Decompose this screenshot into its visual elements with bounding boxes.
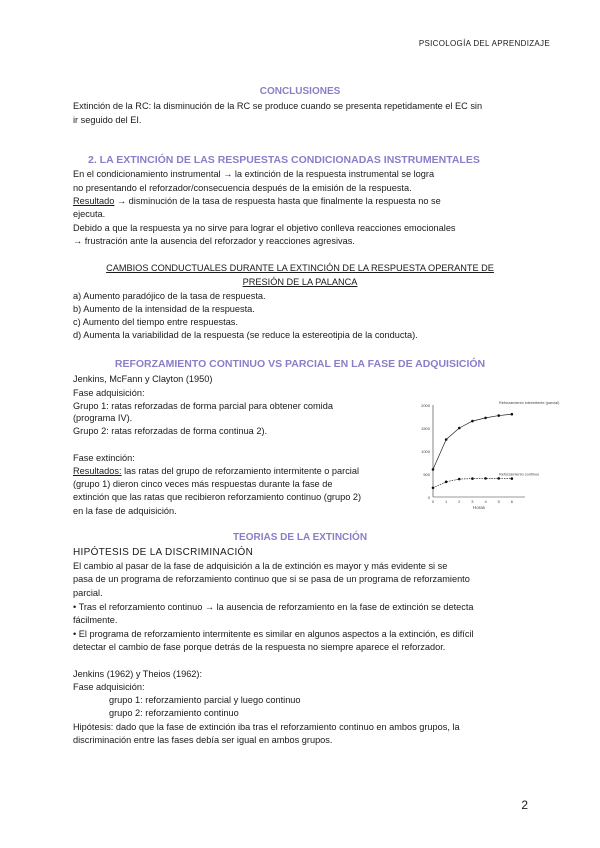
chart-point	[511, 477, 514, 480]
section-2-line-1: En el condicionamiento instrumental → la extinción de la respuesta instrumental se logra	[73, 169, 435, 179]
chart-point	[432, 487, 435, 490]
chart-x-label: Horas	[472, 505, 486, 510]
chart-series-line	[433, 414, 512, 469]
resultados-line-1	[73, 465, 359, 478]
teorias-line-5: fácilmente.	[73, 615, 118, 625]
chart-point	[458, 427, 461, 430]
chart-point	[458, 478, 461, 481]
teorias-line-6: • El programa de reforzamiento intermitente es similar en algunos aspectos a la extinción, es difícil	[73, 629, 474, 639]
teorias-grupo-1: grupo 1: reforzamiento parcial y luego continuo	[109, 695, 301, 705]
teorias-fase-adq: Fase adquisición:	[73, 682, 145, 692]
section-2-line-4: ejecuta.	[73, 209, 106, 219]
cambios-title-2: PRESIÓN DE LA PALANCA	[242, 277, 358, 287]
chart-x-tick-label: 2	[458, 499, 461, 504]
cambios-item-c: c) Aumento del tiempo entre respuestas.	[73, 317, 238, 327]
resultados-line-4: en la fase de adquisición.	[73, 506, 177, 516]
conclusiones-line-2: ir seguido del EI.	[73, 115, 142, 125]
chart-y-tick-label: 1500	[421, 426, 430, 431]
fase-extincion-label: Fase extinción:	[73, 453, 135, 463]
page-number: 2	[521, 798, 528, 812]
grupo-1-line-1: Grupo 1: ratas reforzadas de forma parcial para obtener comida	[73, 401, 333, 411]
reforzamiento-authors: Jenkins, McFann y Clayton (1950)	[73, 374, 213, 384]
teorias-line-3: parcial.	[73, 588, 103, 598]
chart-legend-2: Reforzamiento continuo	[499, 472, 540, 477]
cambios-item-b: b) Aumento de la intensidad de la respuesta.	[73, 304, 255, 314]
chart-legend-1: Reforzamiento intermitente (parcial)	[499, 401, 560, 406]
chart-x-tick-label: 3	[471, 499, 474, 504]
resultados-line-2: (grupo 1) dieron cinco veces más respuestas durante la fase de	[73, 479, 333, 489]
chart-point	[484, 477, 487, 480]
section-2-line-6: → frustración ante la ausencia del reforzador y reacciones agresivas.	[73, 236, 355, 246]
teorias-line-1: El cambio al pasar de la fase de adquisición a la de extinción es mayor y más evidente si se	[73, 561, 448, 571]
chart-x-tick-label: 1	[445, 499, 448, 504]
chart-y-tick-label: 0	[427, 495, 430, 500]
cambios-title-1: CAMBIOS CONDUCTUALES DURANTE LA EXTINCIÓN DE LA RESPUESTA OPERANTE DE	[106, 263, 494, 273]
chart-point	[471, 420, 474, 423]
section-2-line-2: no presentando el reforzador/consecuencia después de la emisión de la respuesta.	[73, 183, 412, 193]
chart-x-tick-label: 5	[497, 499, 500, 504]
conclusiones-title: CONCLUSIONES	[259, 86, 341, 97]
teorias-line-4: • Tras el reforzamiento continuo → la ausencia de reforzamiento en la fase de extinción se detecta	[73, 602, 474, 612]
chart-x-tick-label: 4	[484, 499, 487, 504]
chart-point	[497, 477, 500, 480]
hipotesis-line-1: Hipótesis: dado que la fase de extinción iba tras el reforzamiento continuo en ambos grupos, la	[73, 722, 460, 732]
teorias-grupo-2: grupo 2: reforzamiento continuo	[109, 708, 239, 718]
section-2-resultado	[73, 195, 441, 208]
fase-adquisicion-label: Fase adquisición:	[73, 388, 145, 398]
resultados-label: Resultados:	[73, 466, 122, 476]
resultados-text: las ratas del grupo de reforzamiento intermitente o parcial	[121, 466, 359, 476]
chart-y-tick-label: 1000	[421, 449, 430, 454]
chart-y-tick-label: 500	[423, 472, 430, 477]
resultado-label: Resultado	[73, 196, 115, 206]
chart-point	[471, 477, 474, 480]
chart-y-tick-label: 2000	[421, 403, 430, 408]
page-header: PSICOLOGÍA DEL APRENDIZAJE	[418, 39, 550, 48]
hipotesis-title: HIPÓTESIS DE LA DISCRIMINACIÓN	[73, 547, 254, 558]
grupo-1-line-2: (programa IV).	[73, 413, 133, 423]
reforzamiento-title: REFORZAMIENTO CONTINUO VS PARCIAL EN LA FASE DE ADQUISICIÓN	[114, 358, 486, 370]
section-2-title: 2. LA EXTINCIÓN DE LAS RESPUESTAS CONDICIONADAS INSTRUMENTALES	[88, 154, 480, 166]
teorias-title: TEORIAS DE LA EXTINCIÓN	[232, 532, 368, 543]
grupo-2-line: Grupo 2: ratas reforzadas de forma continua 2).	[73, 426, 268, 436]
chart-x-tick-label: 6	[510, 499, 513, 504]
jenkins-line: Jenkins (1962) y Theios (1962):	[73, 669, 203, 679]
chart-point	[445, 481, 448, 484]
conclusiones-line-1: Extinción de la RC: la disminución de la RC se produce cuando se presenta repetidamente el EC sin	[73, 101, 483, 111]
teorias-line-7: detectar el cambio de fase porque detrás de la respuesta no siempre aparece el reforzador.	[73, 642, 446, 652]
chart-x-tick-label: 0	[431, 499, 435, 504]
extinction-chart	[405, 393, 560, 525]
resultados-line-3: extinción que las ratas que recibieron reforzamiento continuo (grupo 2)	[73, 492, 362, 502]
chart-point	[484, 417, 487, 420]
teorias-line-2: pasa de un programa de reforzamiento continuo que si se pasa de un programa de reforzamiento	[73, 574, 470, 584]
resultado-text: → disminución de la tasa de respuesta hasta que finalmente la respuesta no se	[114, 196, 441, 206]
chart-point	[432, 468, 435, 471]
chart-point	[497, 414, 500, 417]
cambios-item-d: d) Aumenta la variabilidad de la respuesta (se reduce la estereotipia de la conducta).	[73, 330, 418, 340]
section-2-line-5: Debido a que la respuesta ya no sirve para lograr el objetivo conlleva reacciones emocionales	[73, 223, 456, 233]
chart-point	[445, 438, 448, 441]
chart-point	[511, 413, 514, 416]
hipotesis-line-2: discriminación entre las fases debía ser igual en ambos grupos.	[73, 735, 333, 745]
cambios-item-a: a) Aumento paradójico de la tasa de respuesta.	[73, 291, 266, 301]
